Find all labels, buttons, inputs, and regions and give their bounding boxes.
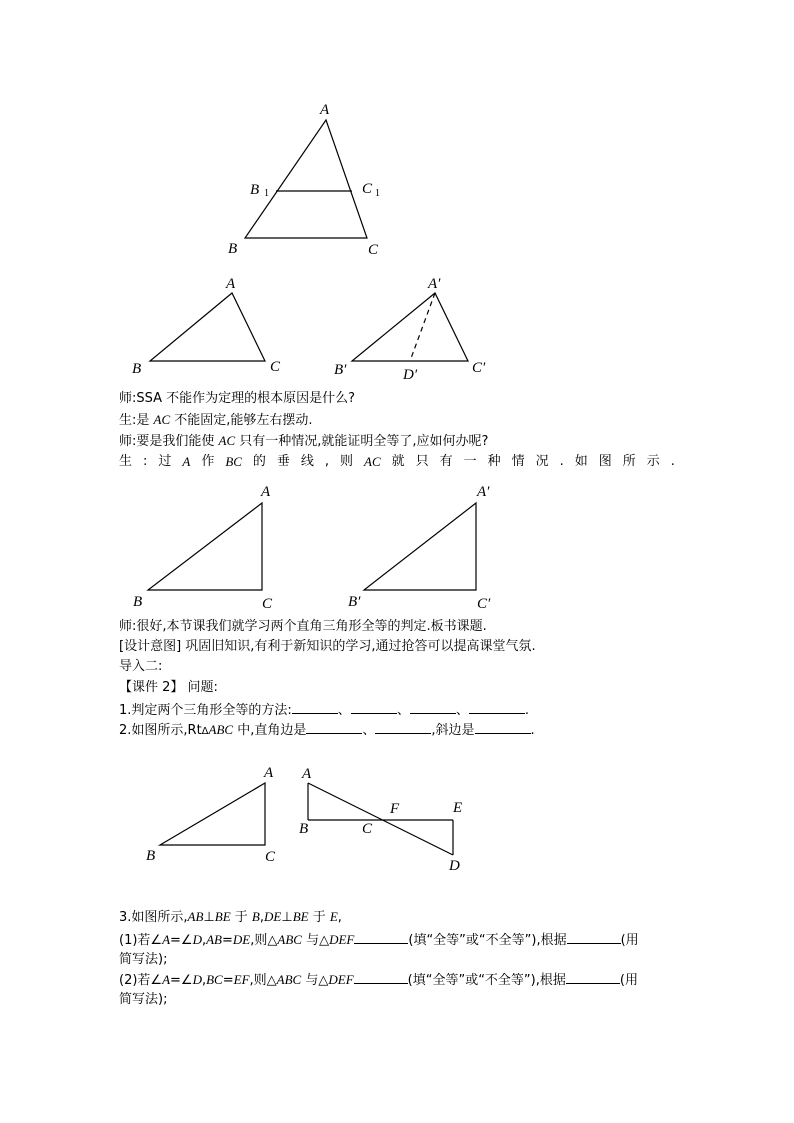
fig3-left-triangle xyxy=(148,503,262,590)
fig4-right-label-b: B xyxy=(299,821,309,837)
l4-17: 情 xyxy=(511,454,525,469)
l4-13: 只 xyxy=(415,454,429,469)
q3p2-d: D xyxy=(192,972,202,987)
question-3-part-1-cont: 简写法); xyxy=(119,952,168,967)
dialogue-line-4-justified xyxy=(119,452,675,472)
q1-sep-1: 、 xyxy=(337,703,351,718)
q3-l1d: BE xyxy=(214,909,231,924)
q3-l1l: E xyxy=(329,909,338,924)
l4-0: 生 xyxy=(119,454,133,469)
fig1-label-b1: B xyxy=(250,182,260,198)
dialogue-line-3 xyxy=(119,431,488,452)
l4-9: , xyxy=(324,454,330,469)
fig1-label-a: A xyxy=(320,102,330,118)
fig1-label-c1: C xyxy=(362,181,373,197)
fig2-right-label-d: D′ xyxy=(403,367,418,383)
q3p2-i: ,则△ xyxy=(249,973,277,988)
q3-l1h: DE xyxy=(264,909,282,924)
q3p1-a: (1)若∠ xyxy=(119,933,163,948)
q3p1-f: AB xyxy=(206,932,222,947)
l4-5: BC xyxy=(225,454,242,469)
q3-l1j: BE xyxy=(292,909,309,924)
dialogue-line-3-c: 只有一种情况,就能证明全等了,应如何办呢? xyxy=(235,434,489,449)
l4-2: 过 xyxy=(158,454,172,469)
q2-blank-1[interactable] xyxy=(306,720,362,734)
q3p1-h: DE xyxy=(232,932,251,947)
fig2-right-label-a: A′ xyxy=(428,276,441,292)
q3-l1c: ⊥ xyxy=(203,910,215,925)
question-3-part-2-cont: 简写法); xyxy=(119,992,168,1007)
question-3-part-1 xyxy=(119,930,639,951)
figure-3-left-right-triangle xyxy=(148,503,262,590)
fig1-label-c: C xyxy=(368,242,379,258)
q2-g: . xyxy=(530,723,535,738)
q1-sep-3: 、 xyxy=(455,703,469,718)
q3p2-blank-2[interactable] xyxy=(566,970,620,984)
fig4-right-label-c: C xyxy=(362,821,373,837)
question-3-stem xyxy=(119,907,342,928)
q3p1-blank-1[interactable] xyxy=(354,930,408,944)
fig2-left-label-a: A xyxy=(226,276,236,292)
fig3-right-triangle xyxy=(364,503,476,590)
q3p2-k: 与△ xyxy=(301,973,329,988)
l4-12: 就 xyxy=(391,454,405,469)
dialogue-line-2-c: 不能固定,能够左右摆动. xyxy=(170,413,313,428)
dialogue-line-2-a: 生:是 xyxy=(119,413,154,428)
q3p2-h: EF xyxy=(233,972,250,987)
fig4-left-triangle xyxy=(160,783,265,845)
q1-blank-3[interactable] xyxy=(410,700,456,714)
q3p2-j: ABC xyxy=(276,972,302,987)
fig2-right-label-c: C′ xyxy=(472,360,486,376)
fig4-right-ad xyxy=(308,783,453,855)
question-1 xyxy=(119,700,529,721)
l4-3: A xyxy=(182,454,191,469)
figure-4-left-right-triangle xyxy=(160,783,265,845)
fig4-left-label-c: C xyxy=(265,849,276,865)
fig3-left-label-b: B xyxy=(133,594,143,610)
dialogue-line-1: 师:SSA 不能作为定理的根本原因是什么? xyxy=(119,391,356,406)
q2-delta: Δ xyxy=(201,726,209,737)
q3p2-f: BC xyxy=(206,972,223,987)
q3p2-b: A xyxy=(162,972,171,987)
q1-sep-2: 、 xyxy=(396,703,410,718)
question-3-part-2 xyxy=(119,970,638,991)
fig2-left-label-c: C xyxy=(270,359,281,375)
fig3-right-label-b: B′ xyxy=(348,594,361,610)
q3-l1m: , xyxy=(337,910,342,925)
l4-10: 则 xyxy=(340,454,354,469)
q3p1-blank-2[interactable] xyxy=(567,930,621,944)
q3p2-l: DEF xyxy=(328,972,354,987)
q1-end: . xyxy=(524,703,529,718)
fig3-left-label-c: C xyxy=(262,596,273,612)
l4-14: 有 xyxy=(439,454,453,469)
l4-7: 垂 xyxy=(276,454,290,469)
fig1-label-b1-sub: 1 xyxy=(264,188,269,199)
q3p2-n: (用 xyxy=(619,973,638,988)
q3-l1e: 于 xyxy=(230,910,252,925)
fig3-right-label-a: A′ xyxy=(477,484,490,500)
fig3-left-label-a: A xyxy=(261,484,271,500)
q2-blank-2[interactable] xyxy=(375,720,431,734)
design-intent-line: [设计意图] 巩固旧知识,有利于新知识的学习,通过抢答可以提高课堂气氛. xyxy=(119,639,536,654)
dialogue-line-3-ac: AC xyxy=(218,433,236,448)
q3p1-n: (用 xyxy=(620,933,639,948)
q3p1-d: D xyxy=(192,932,202,947)
figure-1-triangle-midline xyxy=(245,120,367,238)
q3p1-e: , xyxy=(201,933,207,948)
q2-e: 、 xyxy=(362,723,376,738)
l4-20: 如 xyxy=(574,454,588,469)
fig4-right-label-f: F xyxy=(390,801,400,817)
l4-22: 所 xyxy=(622,454,636,469)
l4-8: 线 xyxy=(300,454,314,469)
teacher-summary-line: 师:很好,本节课我们就学习两个直角三角形全等的判定.板书课题. xyxy=(119,619,487,634)
q3p1-i: ,则△ xyxy=(250,933,278,948)
figure-2-left-triangle xyxy=(150,293,265,361)
question-2 xyxy=(119,720,535,742)
fig3-right-label-c: C′ xyxy=(477,596,491,612)
l4-24: . xyxy=(670,454,675,469)
q3p1-m: (填“全等”或“不全等”),根据 xyxy=(408,933,567,948)
fig1-triangle-abc xyxy=(245,120,367,238)
l4-18: 况 xyxy=(535,454,549,469)
q3p1-j: ABC xyxy=(277,932,302,947)
l4-16: 种 xyxy=(487,454,501,469)
fig4-right-label-d: D xyxy=(449,858,460,874)
q1-blank-4[interactable] xyxy=(469,700,525,714)
courseware-2-heading: 【课件 2】 问题: xyxy=(119,680,218,695)
intro-two-heading: 导入二: xyxy=(119,659,163,674)
q3p2-blank-1[interactable] xyxy=(354,970,408,984)
q3p2-m: (填“全等”或“不全等”),根据 xyxy=(407,973,566,988)
fig4-right-label-a: A xyxy=(302,766,312,782)
fig2-right-label-b: B′ xyxy=(334,362,347,378)
q2-blank-3[interactable] xyxy=(475,720,531,734)
q3p1-c: =∠ xyxy=(170,933,193,948)
q3p2-g: = xyxy=(222,973,234,988)
fig4-left-label-a: A xyxy=(264,765,274,781)
q2-a: 2.如图所示,Rt xyxy=(119,723,202,738)
q1-text: 1.判定两个三角形全等的方法: xyxy=(119,703,292,718)
q2-d: 中,直角边是 xyxy=(233,723,307,738)
fig4-right-label-e: E xyxy=(453,800,463,816)
figure-3-right-right-triangle xyxy=(364,503,476,590)
q3p1-b: A xyxy=(162,932,171,947)
q3-l1k: 于 xyxy=(308,910,330,925)
figure-2-right-triangle xyxy=(352,293,468,361)
l4-6: 的 xyxy=(252,454,266,469)
l4-23: 示 xyxy=(646,454,660,469)
q3p1-l: DEF xyxy=(329,932,355,947)
l4-19: . xyxy=(559,454,564,469)
q3-l1a: 3.如图所示, xyxy=(119,910,188,925)
q3-l1g: , xyxy=(259,910,265,925)
dialogue-line-2-ac: AC xyxy=(153,412,171,427)
fig1-label-c1-sub: 1 xyxy=(375,188,380,199)
q3p2-a: (2)若∠ xyxy=(119,973,163,988)
q3p1-k: 与△ xyxy=(301,933,330,948)
fig4-left-label-b: B xyxy=(146,848,156,864)
q3-l1f: B xyxy=(251,909,260,924)
q2-abc: ABC xyxy=(208,722,234,737)
q3-l1b: AB xyxy=(187,909,204,924)
l4-15: 一 xyxy=(463,454,477,469)
dialogue-line-3-a: 师:要是我们能使 xyxy=(119,434,219,449)
l4-1: : xyxy=(143,454,148,469)
fig1-label-b: B xyxy=(228,241,238,257)
q3-l1i: ⊥ xyxy=(281,910,293,925)
l4-11: AC xyxy=(364,454,381,469)
q1-blank-1[interactable] xyxy=(292,700,338,714)
figure-4-right-two-triangles xyxy=(308,783,453,855)
q1-blank-2[interactable] xyxy=(351,700,397,714)
q3p2-e: , xyxy=(201,973,207,988)
l4-4: 作 xyxy=(201,454,215,469)
fig2-left-label-b: B xyxy=(132,361,142,377)
l4-21: 图 xyxy=(598,454,612,469)
fig2-right-triangle xyxy=(352,293,468,361)
dialogue-line-2 xyxy=(119,410,313,431)
fig2-left-triangle-abc xyxy=(150,293,265,361)
q3p2-c: =∠ xyxy=(170,973,193,988)
q2-f: ,斜边是 xyxy=(431,723,475,738)
q3p1-g: = xyxy=(222,933,233,948)
